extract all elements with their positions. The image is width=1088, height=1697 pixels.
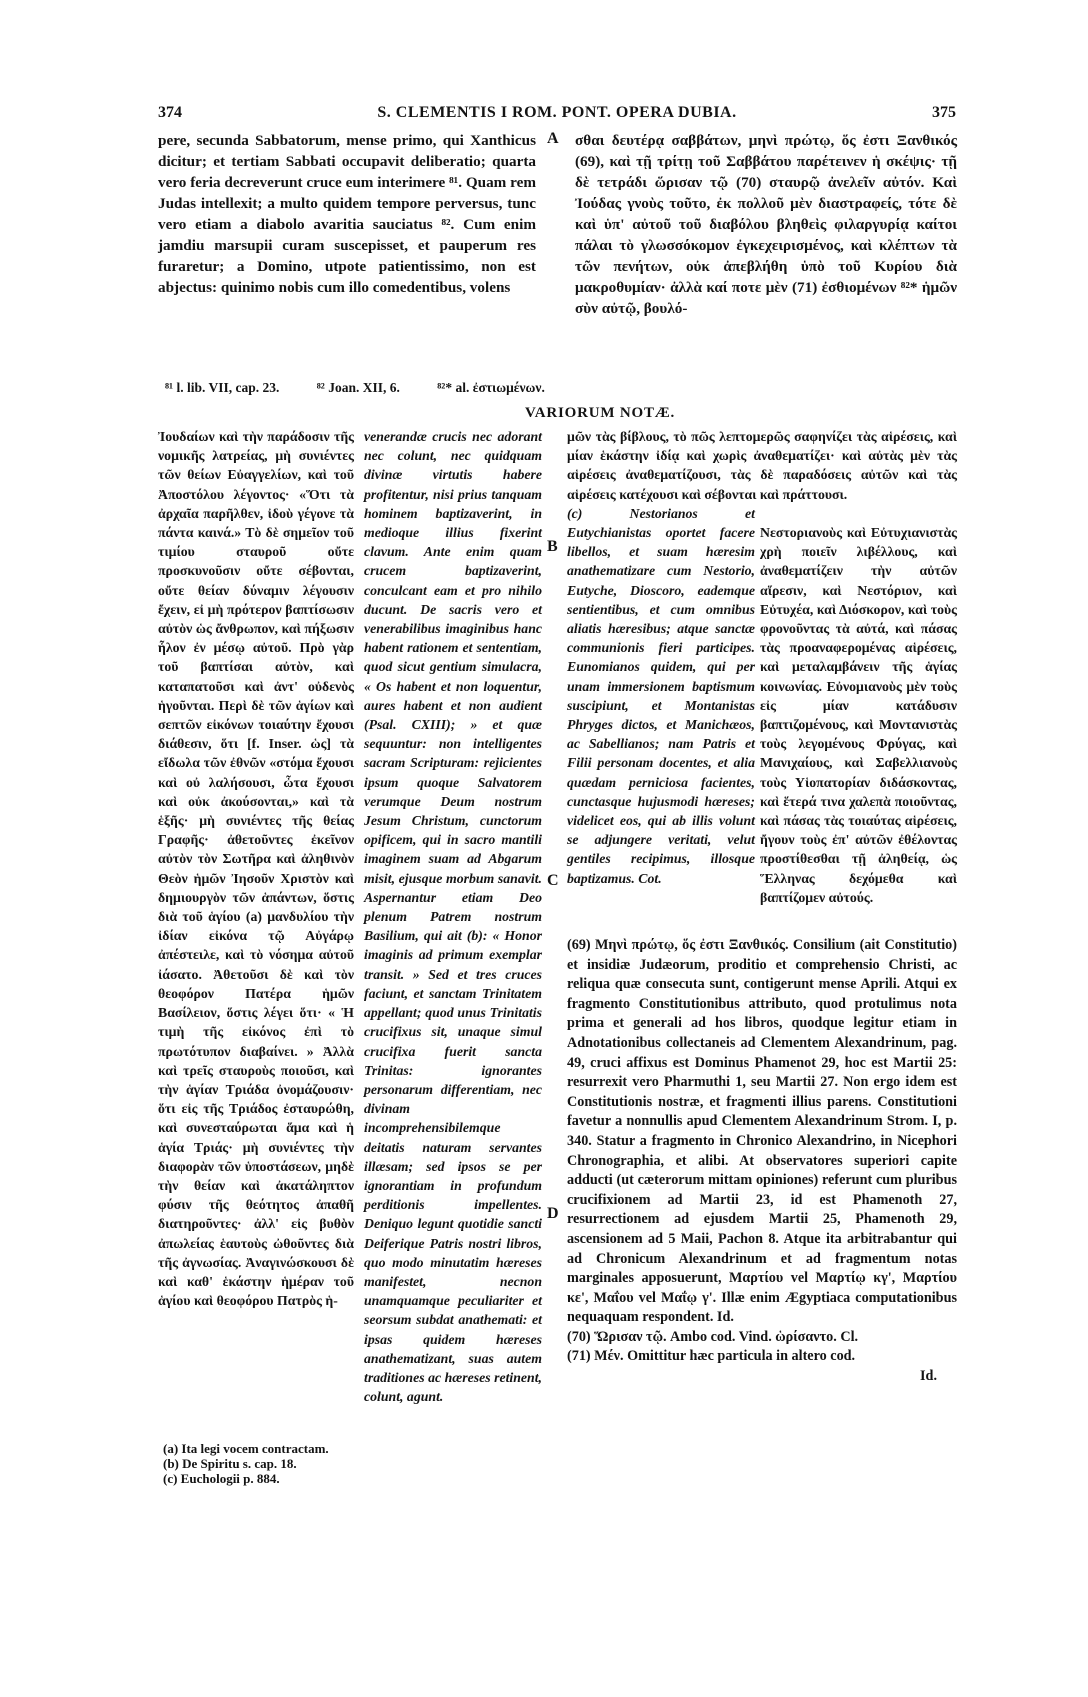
margin-marker-d: D bbox=[547, 1205, 559, 1222]
note-69: (69) Μηνὶ πρώτῳ, ὅς ἐστι Ξανθικός. Consilium (ait Constitutio) et insidiæ Judæorum, proditio et comprehensio Christi, ac reliqua quæ consecuta sunt, contigerunt mense Aprili. Atqui ex fragmento Constitutionibus attributo, quod protulimus nota prima et generali ad hos libros, quodque legitur etiam in Adnotationibus collectaneis ad Clementem Alexandrinum, pag. 49, cruci affixus est Dominus Phamenot 29, hoc est Martii 25: resurrexit vero Pharmuthi 1, seu Martii 27. Non ergo idem est Constitutionis nostræ, et fragmenti illius parens. Constitutioni favetur a nonnullis apud Clementem Alexandrinum Strom. I, p. 340. Statur a fragmento in Chronico Alexandrino, in Nicephori Chronographia, et alibi. At observatores superiori capite adducti (ut cæterorum mittam opiniones) referunt cum pluribus crucifixionem ad Martii 23, id est Phamenoth 27, resurrectionem ad ejusdem Martii 25, Phamenoth 29, ascensionem ad 5 Maii, Pachon 8. Atque ita arbitrabantur qui ad Chronicum Alexandrinum et ad fragmentum notas marginales apposuerunt, Μαρτίου vel Μαρτίῳ κγ', Μαρτίου κε', Μαΐου vel Μαΐῳ γ'. Illæ enim Ægyptiaca computationibus nequaquam respondent. Id. bbox=[567, 937, 957, 1326]
footnote-82-alt: ⁸²* al. ἐστιωμένων. bbox=[437, 380, 545, 395]
footnote-a: (a) Ita legi vocem contractam. bbox=[163, 1441, 329, 1456]
notes-numbered bbox=[567, 936, 957, 1387]
main-text-latin: pere, secunda Sabbatorum, mense primo, qui Xanthicus dicitur; et tertiam Sabbati occupavit deliberatio; quarta vero feria decreverunt cruce eum interimere ⁸¹. Quam rem Judas intellexit; a multo quidem tempore perversus, tunc vero etiam a diabolo avaritia sauciatus ⁸². Cum enim jamdiu marsupii curam suscepisset, et pauperum res furaretur; a Domino, utpote patientissimo, non est abjectus: quinimo nobis cum illo comedentibus, volens bbox=[158, 132, 536, 296]
notes-col-greek-left: Ἰουδαίων καὶ τὴν παράδοσιν τῆς νομικῆς λατρείας, μὴ συνιέντες τῶν θείων Εὐαγγελίων, καὶ τοῦ Ἀποστόλου λέγοντος· «Ὅτι τὰ ἀρχαῖα παρῆλθεν, ἰδοὺ γέγονε τὰ πάντα καινά.» Τὸ δὲ σημεῖον τοῦ τιμίου σταυροῦ οὔτε προσκυνοῦσιν οὔτε σέβονται, οὔτε θείαν δύναμιν λέγουσιν ἔχειν, εἰ μὴ πρότερον βαπτίσωσιν αὐτὸν ὡς ἄνθρωπον, καὶ πήξωσιν ἧλον ἐν μέσῳ αὐτοῦ. Πρὸ γὰρ τοῦ βαπτίσαι αὐτὸν, καὶ καταπατοῦσι καὶ ἀντ' οὐδενὸς ἡγοῦνται. Περὶ δὲ τῶν ἁγίων καὶ σεπτῶν εἰκόνων τοιαύτην ἔχουσι διάθεσιν, ὅτι [f. Inser. ὡς] τὰ εἴδωλα τῶν ἐθνῶν «στόμα ἔχουσι καὶ οὐ λαλήσουσι, ὦτα ἔχουσι καὶ οὐκ ἀκούσονται,» καὶ τὰ ἑξῆς· μὴ συνιέντες τῆς θείας Γραφῆς· ἀθετοῦντες ἐκεῖνον αὐτὸν τὸν Σωτῆρα καὶ ἀληθινὸν Θεὸν ἡμῶν Ἰησοῦν Χριστὸν καὶ δημιουργὸν τῶν ἁπάντων, ὅστις διὰ τοῦ ἁγίου (a) μανδυλίου τὴν ἰδίαν εἰκόνα τῷ Αὐγάρῳ ἀπέστειλε, καὶ τὸ νόσημα αὐτοῦ ἰάσατο. Ἀθετοῦσι δὲ καὶ τὸν θεοφόρον Πατέρα ἡμῶν Βασίλειον, ὅστις λέγει ὅτι· « Ἡ τιμὴ τῆς εἰκόνος ἐπὶ τὸ πρωτότυπον διαβαίνει. » Ἀλλὰ καὶ τρεῖς σταυροὺς ποιοῦσι, καὶ τὴν ἁγίαν Τριάδα ὀνομάζουσιν· ὅτι εἰς τῆς Τριάδος ἐσταυρώθη, καὶ συνεσταύρωται ἅμα καὶ ἡ ἁγία Τριάς· μὴ συνιέντες τὴν διαφορὰν τῶν ὑποστάσεων, μηδὲ τὴν θείαν καὶ ἀκατάληπτον φύσιν τῆς θεότητος ἀπαθῆ διατηροῦντες· ἀλλ' εἰς βυθὸν ἀπωλείας ἑαυτοὺς ὠθοῦντες διὰ τῆς ἀγνωσίας. Ἀναγινώσκουσι δὲ καὶ καθ' ἑκάστην ἡμέραν τοῦ ἁγίου καὶ θεοφόρου Πατρὸς ἡ- bbox=[158, 429, 354, 1309]
footnote-81: ⁸¹ l. lib. VII, cap. 23. bbox=[165, 380, 280, 395]
notes-col-greek-right: Νεστοριανοὺς καὶ Εὐτυχιανιστὰς χρὴ ποιεῖν λιβέλλους, καὶ ἀναθεματίζειν τὴν αὐτῶν αἵρεσιν, καὶ Νεστόριον, καὶ Εὐτυχέα, καὶ Διόσκορον, καὶ τοὺς φρονοῦντας τὰ αὐτά, καὶ πάσας τὰς προαναφερομένας αἱρέσεις, καὶ μεταλαμβάνειν τῆς ἁγίας κοινωνίας. Εὐνομιανοὺς μὲν τοὺς εἰς μίαν κατάδυσιν βαπτιζομένους, καὶ Μοντανιστὰς τοὺς λεγομένους Φρύγας, καὶ Μανιχαίους, καὶ Σαβελλιανοὺς τοὺς Υἱοπατορίαν διδάσκοντας, καὶ ἕτερά τινα χαλεπὰ ποιοῦντας, καὶ πάσας τὰς τοιαύτας αἱρέσεις, ἤγουν τοὺς ἐπ' αὐτῶν ἐθέλοντας προστίθεσθαι τῇ ἀληθείᾳ, ὡς Ἕλληνας δεχόμεθα καὶ βαπτίζομεν αὐτούς. bbox=[760, 525, 957, 905]
margin-marker-c: C bbox=[547, 872, 559, 889]
footnote-b: (b) De Spiritu s. cap. 18. bbox=[163, 1456, 297, 1471]
margin-marker-b: B bbox=[547, 538, 558, 555]
margin-marker-a: A bbox=[547, 130, 559, 147]
footnotes-bottom bbox=[163, 1441, 329, 1486]
page-number-right: 375 bbox=[932, 104, 956, 121]
note-70: (70) Ὥρισαν τῷ. Ambo cod. Vind. ὡρίσαντο. Cl. bbox=[567, 1328, 859, 1345]
note-71: (71) Μέν. Omittitur hæc particula in altero cod. bbox=[567, 1348, 856, 1365]
page-number-left: 374 bbox=[158, 104, 182, 121]
note-71-signature: Id. bbox=[920, 1368, 937, 1385]
notes-heading: VARIORUM NOTÆ. bbox=[525, 405, 676, 421]
main-text-greek: σθαι δευτέρᾳ σαββάτων, μηνὶ πρώτῳ, ὅς ἐστι Ξανθικός (69), καὶ τῇ τρίτῃ τοῦ Σαββάτου παρέτεινεν ἡ σκέψις· τῇ δὲ τετράδι ὥρισαν τῷ (70) σταυρῷ ἀνελεῖν αὐτόν. Καὶ Ἰούδας γνοὺς τοῦτο, ἐκ πολλοῦ μὲν διαστραφείς, τότε δὲ καὶ ὑπ' αὐτοῦ τοῦ διαβόλου βληθεὶς φιλαργυρίᾳ καίτοι πάλαι τὸ γλωσσόκομον ἐγκεχειρισμένος, καὶ κλέπτων τὰ τῶν πενήτων, οὐκ ἀπεβλήθη ὑπὸ τοῦ Κυρίου διὰ μακροθυμίαν· ἀλλὰ καί ποτε μὲν (71) ἐσθιομένων ⁸²* ἡμῶν σὺν αὐτῷ, βουλό- bbox=[575, 132, 957, 317]
notes-latin-note-c: (c) Nestorianos et Eutychianistas oportet facere libellos, et suam hæresim anathematizare cum Nestorio, Eutyche, Dioscoro, eademque sentientibus, et cum omnibus aliatis hæresibus; atque sanctæ communionis fieri participes. Eunomianos quidem, qui per unam immersionem baptismum suscipiunt, et Montanistas Phryges dictos, et Manichæos, ac Sabellianos; nam Patris et Filii personam docentes, et alia quædam perniciosa facientes, cunctasque hujusmodi hæreses; videlicet eos, qui ab illis volunt se adjungere veritati, velut gentiles recipimus, illosque baptizamus. Cot. bbox=[567, 505, 755, 886]
footnote-82: ⁸² Joan. XII, 6. bbox=[316, 380, 400, 395]
running-header bbox=[158, 104, 956, 130]
running-title: S. CLEMENTIS I ROM. PONT. OPERA DUBIA. bbox=[377, 104, 737, 121]
footnote-c: (c) Euchologii p. 884. bbox=[163, 1471, 280, 1486]
notes-col-latin-left: venerandæ crucis nec adorant nec colunt, nec quidquam divinæ virtutis habere profitentur, nisi prius tanquam hominem baptizaverint, in medioque illius fixerint clavum. Ante enim quam crucem baptizaverint, conculcant eam et pro nihilo ducunt. De sacris vero et venerabilibus imaginibus hanc habent rationem et sententiam, quod sicut gentium simulacra, « Os habent et non loquentur, aures habent et non audient (Psal. CXIII); » et quæ sequuntur: non intelligentes sacram Scripturam: rejicientes ipsum quoque Salvatorem verumque Deum nostrum Jesum Christum, cunctorum opificem, qui in sacro mantili imaginem suam ad Abgarum misit, ejusque morbum sanavit. Aspernantur etiam Deo plenum Patrem nostrum Basilium, qui ait (b): « Honor imaginis ad primum exemplar transit. » Sed et tres cruces faciunt, et sanctam Trinitatem appellant; quod unus Trinitatis crucifixus sit, unaque simul crucifixa fuerit sancta Trinitas: ignorantes personarum differentiam, nec divinam incomprehensibilemque deitatis naturam servantes illæsam; sed ipsos se per ignorantiam in profundum perditionis impellentes. Deniquo legunt quotidie sancti Deiferique Patris nostri libros, quo modo minutatim hæreses manifestet, necnon unamquamque peculiariter et seorsum subdat anathemati: et ipsas quidem hæreses anathematizant, suas autem traditiones ac hæreses retinent, colunt, agunt. bbox=[364, 429, 542, 1405]
notes-greek-continuation: μῶν τὰς βίβλους, τὸ πῶς λεπτομερῶς σαφηνίζει τὰς αἱρέσεις, καὶ μίαν ἑκάστην ἰδίᾳ καὶ χωρὶς ἀναθεματίζει· καὶ αὐτὰς μὲν τὰς αἱρέσεις ἀναθεματίζουσι, τὰς δὲ παραδόσεις αὐτῶν καὶ τὰς αἱρέσεις κατέχουσι καὶ σέβονται καὶ πράττουσι. bbox=[567, 429, 957, 502]
footnotes-top bbox=[165, 380, 945, 396]
